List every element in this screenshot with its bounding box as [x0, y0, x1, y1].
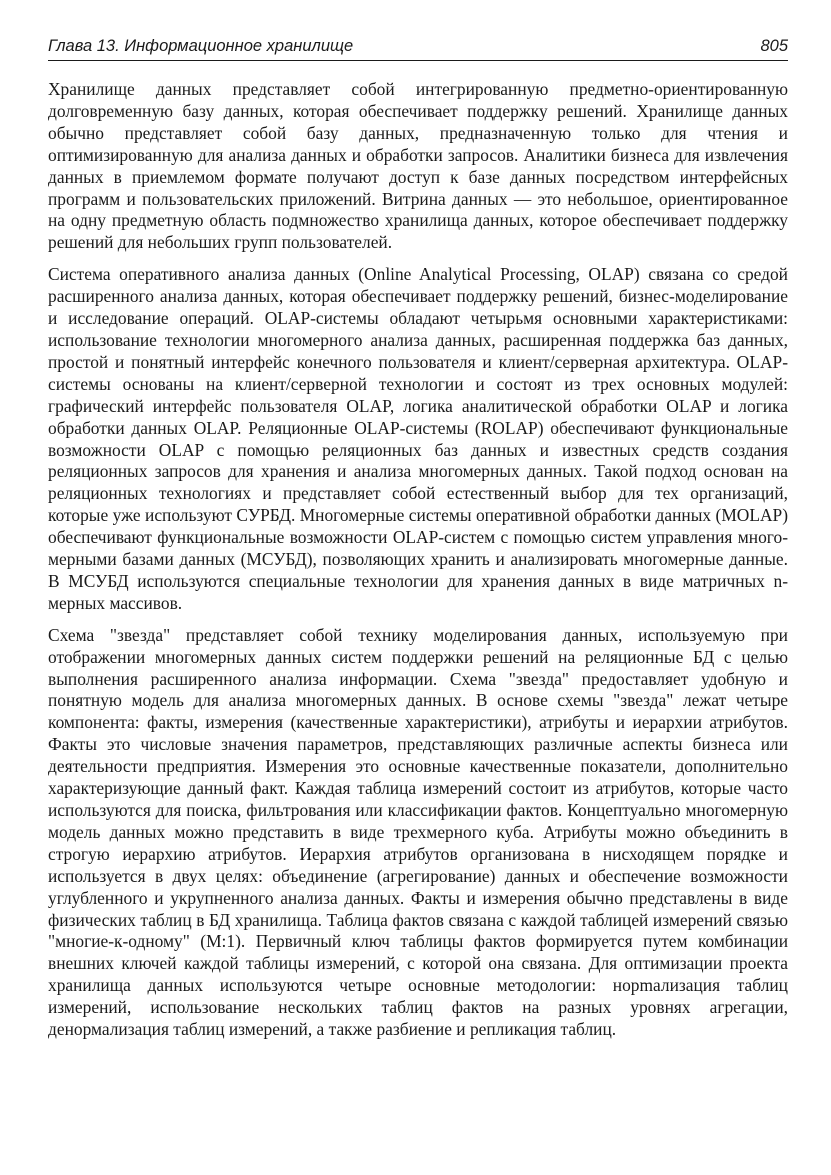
paragraph-data-warehouse: Хранилище данных представляет собой интегрированную предметно-ориентированную долговременную базу данных, которая обеспечивает поддержку решений. Хранилище данных обычно представляет собой базу данных, предназначенную только для чтения и оптимизированную для анализа данных и обработки запросов. Аналитики бизнеса для извлечения данных в приемлемом формате получают доступ к базе данных посредством интерфейсных программ и пользовательских приложений. Витрина данных — это небольшое, ориентированное на одну предметную область подмножество хранилища данных, которое обеспечивает поддержку решений для небольших групп пользователей.	[48, 79, 788, 253]
document-page	[48, 36, 788, 1051]
paragraph-olap: Система оперативного анализа данных (Online Analytical Processing, OLAP) связана со средой расширенного анализа данных, которая обеспечивает поддержку решений, бизнес-моделирование и исследование операций. OLAP-системы обладают четырьмя основными характеристиками: использование технологии многомерного анализа данных, расширенная поддержка баз данных, простой и понятный интерфейс конечного пользователя и клиент/серверная архитектура. OLAP-системы основаны на клиент/серверной технологии и состоят из трех основных модулей: графический интерфейс пользователя OLAP, логика аналитической обработки OLAP и логика обработки данных OLAP. Реляционные OLAP-системы (ROLAP) обеспечивают функциональные возможности OLAP с помощью реляционных баз данных и известных средств создания реляционных запросов для хранения и анализа многомерных данных. Такой подход основан на реляционных технологиях и представляет собой естественный выбор для тех организаций, которые уже используют СУРБД. Многомерные системы оперативной обработки данных (MOLAP) обеспечивают функциональные возможности OLAP-систем с помощью систем управления многомерными базами данных (МСУБД), позволяющих хранить и анализировать многомерные данные. В МСУБД используются специальные технологии для хранения данных в виде матричных n-мерных массивов.	[48, 264, 788, 613]
chapter-title: Глава 13. Информационное хранилище	[48, 37, 354, 55]
page-number: 805	[760, 37, 788, 55]
paragraph-star-schema: Схема "звезда" представляет собой технику моделирования данных, используемую при отображении многомерных данных систем поддержки решений на реляционные БД с целью выполнения расширенного анализа информации. Схема "звезда" предоставляет удобную и понятную модель для анализа многомерных данных. В основе схемы "звезда" лежат четыре компонента: факты, измерения (качественные характеристики), атрибуты и иерархии атрибутов. Факты это числовые значения параметров, представляющих различные аспекты бизнеса или деятельности предприятия. Измерения это основные качественные показатели, дополнительно характеризующие данный факт. Каждая таблица измерений состоит из атрибутов, которые часто используются для поиска, фильтрования или классификации фактов. Концептуально многомерную модель данных можно представить в виде трехмерного куба. Атрибуты можно объединить в строгую иерархию атрибутов. Иерархия атрибутов организована в нисходящем порядке и используется в двух целях: объединение (агрегирование) данных и обеспечение возможности углубленного и укрупненного анализа данных. Факты и измерения обычно представлены в виде физических таблиц в БД хранилища. Таблица фактов связана с каждой таблицей измерений связью "многие-к-одному" (M:1). Первичный ключ таблицы фактов формируется путем комбинации внешних ключей каждой таблицы измерений, с которой она связана. Для оптимизации проекта хранилища данных используются четыре основные методологии: норmализация таблиц измерений, использование нескольких таблиц фактов на разных уровнях агрегации, денормализация таблиц измерений, а также разбиение и репликация таблиц.	[48, 624, 788, 1040]
body-text	[48, 79, 788, 1041]
running-header	[48, 36, 788, 61]
